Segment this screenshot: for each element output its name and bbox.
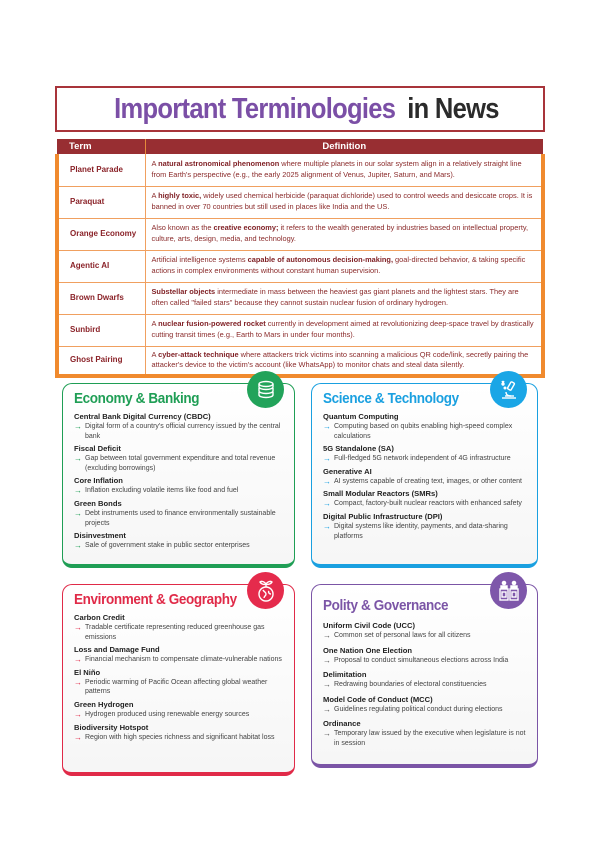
arrow-icon: → [323,422,331,431]
list-item: Quantum Computing → Computing based on qubits enabling high-speed complex calculations [323,412,513,440]
arrow-icon: → [74,422,82,431]
arrow-icon: → [74,454,82,464]
definition-cell: Also known as the creative economy; it refers to the wealth generated by industries based on intellectual property, culture, arts, design, media, and technology. [145,218,543,250]
definition-cell: Artificial intelligence systems capable of autonomous decision-making, goal-directed behavior, & taking specific actions in complex environments without constant human supervision. [145,250,543,282]
column-header-term: Term [57,139,145,154]
table-row [57,154,543,186]
list-item: Loss and Damage Fund → Financial mechanism to compensate climate-vulnerable nations [74,645,282,665]
definition-cell: A highly toxic, widely used chemical herbicide (paraquat dichloride) used to control weeds and desiccate crops. It is banned in over 70 countries but still used in places like India and the US. [145,186,543,218]
list-item: Model Code of Conduct (MCC) → Guidelines regulating political conduct during elections [323,694,503,714]
card-economy-banking [62,383,295,568]
arrow-icon: → [74,508,82,518]
arrow-icon: → [323,454,331,464]
list-item: Generative AI → AI systems capable of creating text, images, or other content [323,466,522,486]
table-row [57,186,543,218]
arrow-icon: → [74,709,82,719]
list-item: Central Bank Digital Currency (CBDC) → Digital form of a country's official currency issued by the central bank [74,412,281,440]
podium-icon [490,572,527,609]
globe-sprout-icon [247,572,284,609]
arrow-icon: → [74,732,82,742]
arrow-icon: → [323,655,331,665]
list-item: Disinvestment → Sale of government stake in public sector enterprises [74,531,250,551]
list-item: Digital Public Infrastructure (DPI) → Digital systems like identity, payments, and data-sharing platforms [323,511,508,540]
title-suffix: in News [406,92,499,125]
list-item: Delimitation → Redrawing boundaries of electoral constituencies [323,670,487,690]
coins-icon [247,371,284,408]
arrow-icon: → [323,729,331,739]
card-science-technology [311,383,538,568]
term-cell: Orange Economy [57,218,145,250]
definition-cell: A cyber-attack technique where attackers trick victims into scanning a malicious QR code/link, secretly pairing the attacker's device to the victim's account (like WhatsApp) to monitor chats and steal data silently. [145,346,543,376]
title-main: Important Terminologies [114,92,396,125]
microscope-icon [490,371,527,408]
list-item: 5G Standalone (SA) → Full-fledged 5G network independent of 4G infrastructure [323,444,511,464]
table-row [57,218,543,250]
term-cell: Agentic AI [57,250,145,282]
term-cell: Planet Parade [57,154,145,186]
list-item: Core Inflation → Inflation excluding volatile items like food and fuel [74,476,239,496]
arrow-icon: → [323,704,331,714]
list-item: Biodiversity Hotspot → Region with high species richness and significant habitat loss [74,722,275,742]
arrow-icon: → [323,680,331,690]
page-title-box [55,86,545,132]
arrow-icon: → [74,655,82,665]
card-polity-governance [311,584,538,768]
list-item: El Niño → Periodic warming of Pacific Ocean affecting global weather patterns [74,667,268,696]
table-header-row [57,139,543,154]
list-item: One Nation One Election → Proposal to conduct simultaneous elections across India [323,645,509,665]
arrow-icon: → [323,631,331,640]
term-cell: Paraquat [57,186,145,218]
definition-cell: A nuclear fusion-powered rocket currently in development aimed at revolutionizing deep-space travel by drastically cutting transit times (e.g., Earth to Mars in under four months). [145,314,543,346]
term-cell: Ghost Pairing [57,346,145,376]
arrow-icon: → [74,486,82,496]
term-cell: Sunbird [57,314,145,346]
term-cell: Brown Dwarfs [57,282,145,314]
table-row [57,314,543,346]
table-row [57,346,543,376]
list-item: Green Bonds → Debt instruments used to finance environmentally sustainable projects [74,498,276,527]
card-environment-geography [62,584,295,776]
list-item: Uniform Civil Code (UCC) → Common set of personal laws for all citizens [323,621,471,640]
card-title: Economy & Banking [74,390,200,407]
terminology-table [55,139,545,378]
list-item: Fiscal Deficit → Gap between total government expenditure and total revenue (excluding borrowings) [74,444,276,472]
arrow-icon: → [323,521,331,531]
list-item: Green Hydrogen → Hydrogen produced using renewable energy sources [74,699,250,719]
column-header-definition: Definition [145,139,543,154]
arrow-icon: → [74,623,82,632]
arrow-icon: → [323,499,331,509]
list-item: Carbon Credit → Tradable certificate representing reduced greenhouse gas emissions [74,613,265,641]
definition-cell: Substellar objects intermediate in mass between the heaviest gas giant planets and the lightest stars. They are often called "failed stars" because they cannot sustain nuclear fusion of ordinary hydrogen. [145,282,543,314]
table-row [57,282,543,314]
list-item: Ordinance → Temporary law issued by the executive when legislature is not in session [323,719,526,747]
arrow-icon: → [74,541,82,551]
table-row [57,250,543,282]
definition-cell: A natural astronomical phenomenon where multiple planets in our solar system align in a relatively straight line from Earth's perspective (e.g., the early 2025 alignment of Venus, Jupiter, Saturn, and Mars). [145,154,543,186]
card-title: Environment & Geography [74,591,237,608]
list-item: Small Modular Reactors (SMRs) → Compact, factory-built nuclear reactors with enhanced safety [323,489,522,509]
arrow-icon: → [323,476,331,486]
card-title: Science & Technology [323,390,459,407]
arrow-icon: → [74,677,82,687]
card-title: Polity & Governance [323,597,449,614]
